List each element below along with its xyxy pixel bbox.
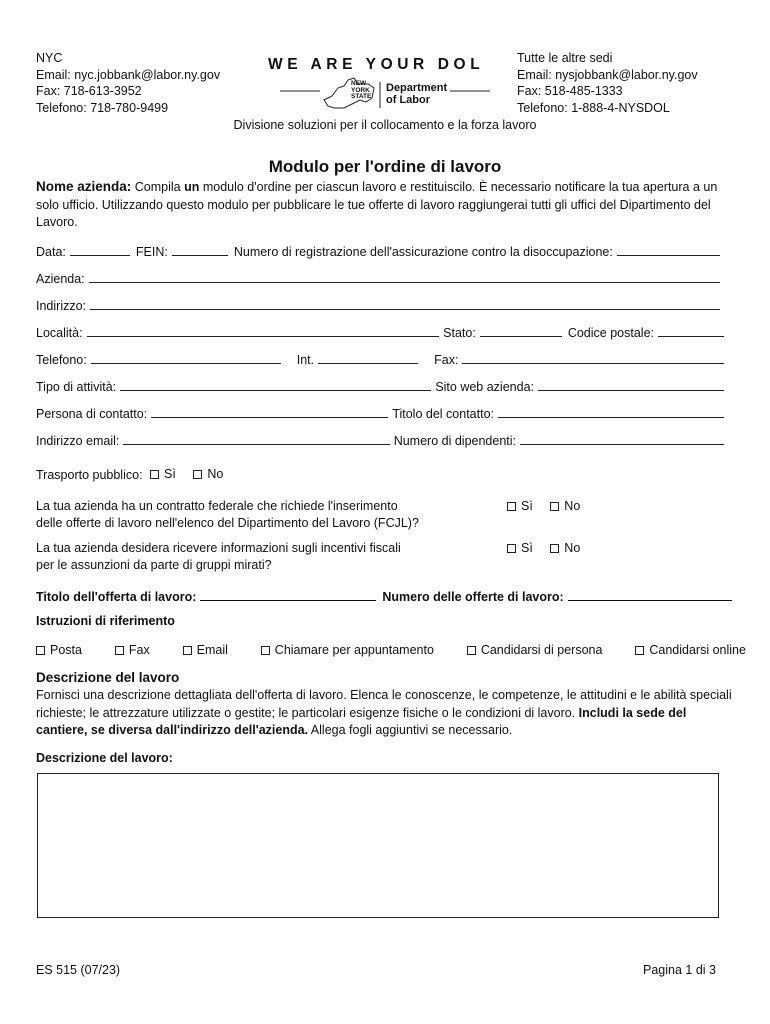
- state-field[interactable]: [480, 326, 562, 337]
- contact-person-label: Persona di contatto:: [36, 407, 148, 421]
- referral-online-label: Candidarsi online: [649, 643, 746, 657]
- referral-call-label: Chiamare per appuntamento: [274, 643, 434, 657]
- checkbox-icon[interactable]: [507, 544, 516, 553]
- fcjl-yes[interactable]: [507, 498, 533, 515]
- row-public-transport: [36, 466, 237, 484]
- referral-mail-label: Posta: [50, 643, 82, 657]
- row-azienda: [36, 272, 724, 286]
- employees-field[interactable]: [520, 434, 724, 445]
- referral-fax-label: Fax: [128, 643, 150, 657]
- logo-tagline: WE ARE YOUR DOL: [268, 56, 485, 73]
- email-label: Indirizzo email:: [36, 434, 120, 448]
- registration-label: Numero di registrazione dell'assicurazione contro la disoccupazione:: [233, 245, 613, 259]
- description-textarea[interactable]: [37, 773, 719, 918]
- job-title-field[interactable]: [200, 590, 376, 601]
- fcjl-line1: La tua azienda ha un contratto federale che richiede l'inserimento: [36, 499, 398, 513]
- job-title-label: Titolo dell'offerta di lavoro:: [36, 590, 197, 604]
- date-label: Data:: [36, 245, 66, 259]
- incentives-yes-label: Sì: [521, 541, 533, 555]
- description-title: Descrizione del lavoro: [36, 670, 180, 685]
- incentives-no[interactable]: [550, 540, 580, 557]
- referral-in-person-label: Candidarsi di persona: [480, 643, 603, 657]
- logo-dept-line2: of Labor: [386, 94, 430, 106]
- description-text-2: Allega fogli aggiuntivi se necessario.: [308, 723, 513, 737]
- date-field[interactable]: [70, 245, 130, 256]
- zip-label: Codice postale:: [567, 326, 654, 340]
- referral-in-person[interactable]: [467, 642, 603, 659]
- business-type-label: Tipo di attività:: [36, 380, 117, 394]
- referral-title: Istruzioni di riferimento: [36, 614, 175, 628]
- referral-fax[interactable]: [115, 642, 150, 659]
- incentives-yes[interactable]: [507, 540, 533, 557]
- incentives-line1: La tua azienda desidera ricevere informazioni sugli incentivi fiscali: [36, 541, 401, 555]
- contact-title-field[interactable]: [498, 407, 724, 418]
- row-email: [36, 434, 724, 448]
- checkbox-icon[interactable]: [507, 502, 516, 511]
- email-field[interactable]: [123, 434, 389, 445]
- incentives-options: [507, 540, 594, 558]
- question-fcjl: [36, 498, 419, 532]
- ext-label: Int.: [296, 353, 315, 367]
- intro-emphasis: un: [184, 180, 200, 194]
- other-offices-email: Email: nysjobbank@labor.ny.gov: [517, 67, 698, 82]
- fcjl-no[interactable]: [550, 498, 580, 515]
- other-offices-fax: Fax: 518-485-1333: [517, 84, 623, 98]
- public-transport-yes-label: Sì: [164, 467, 176, 481]
- intro-text-2: modulo d'ordine per ciascun lavoro e restituiscilo. È necessario notificare la tua apertura a un solo ufficio. Utilizzando questo modulo per pubblicare le tue offerte di lavoro raggiungerai tutti gli uffici del Dipartimento del Lavoro.: [36, 180, 718, 229]
- form-title: Modulo per l'ordine di lavoro: [268, 157, 502, 176]
- fein-label: FEIN:: [135, 245, 168, 259]
- fein-field[interactable]: [172, 245, 228, 256]
- public-transport-no[interactable]: [193, 466, 223, 483]
- zip-field[interactable]: [658, 326, 724, 337]
- incentives-no-label: No: [564, 541, 581, 555]
- company-label: Azienda:: [36, 272, 85, 286]
- referral-mail[interactable]: [36, 642, 82, 659]
- incentives-line2: per le assunzioni da parte di gruppi mirati?: [36, 558, 272, 572]
- referral-email-label: Email: [196, 643, 228, 657]
- checkbox-icon[interactable]: [36, 646, 45, 655]
- other-offices-contact-block: [517, 50, 698, 116]
- nyc-contact-block: [36, 50, 220, 116]
- address-label: Indirizzo:: [36, 299, 87, 313]
- page-number: Pagina 1 di 3: [643, 963, 716, 977]
- question-incentives: [36, 540, 401, 574]
- checkbox-icon[interactable]: [635, 646, 644, 655]
- description-instructions: [36, 687, 736, 740]
- checkbox-icon[interactable]: [550, 502, 559, 511]
- checkbox-icon[interactable]: [193, 470, 202, 479]
- row-localita: [36, 326, 724, 340]
- contact-person-field[interactable]: [151, 407, 388, 418]
- city-field[interactable]: [87, 326, 440, 337]
- registration-field[interactable]: [617, 245, 720, 256]
- checkbox-icon[interactable]: [150, 470, 159, 479]
- nyc-fax: Fax: 718-613-3952: [36, 84, 142, 98]
- intro-lead: Nome azienda:: [36, 179, 132, 194]
- form-code: ES 515 (07/23): [36, 963, 121, 977]
- fcjl-yes-label: Sì: [521, 499, 533, 513]
- website-field[interactable]: [538, 380, 724, 391]
- logo-state: STATE: [351, 93, 372, 100]
- checkbox-icon[interactable]: [115, 646, 124, 655]
- fcjl-line2: delle offerte di lavoro nell'elenco del Dipartimento del Lavoro (FCJL)?: [36, 516, 419, 530]
- fax-label: Fax:: [434, 353, 459, 367]
- business-type-field[interactable]: [120, 380, 431, 391]
- referral-call[interactable]: [261, 642, 434, 659]
- website-label: Sito web azienda:: [435, 380, 534, 394]
- other-offices-label: Tutte le altre sedi: [517, 51, 613, 65]
- logo-department: [386, 82, 447, 106]
- fcjl-no-label: No: [564, 499, 581, 513]
- logo-york: YORK: [351, 86, 370, 94]
- phone-field[interactable]: [91, 353, 281, 364]
- row-telefono: [36, 353, 724, 367]
- row-contatto: [36, 407, 724, 421]
- nyc-phone: Telefono: 718-780-9499: [36, 100, 169, 115]
- fcjl-options: [507, 498, 594, 516]
- logo-dept-line1: Department: [386, 82, 448, 94]
- nyc-email: Email: nyc.jobbank@labor.ny.gov: [36, 67, 221, 82]
- referral-options: [36, 642, 746, 659]
- public-transport-no-label: No: [207, 467, 224, 481]
- employees-label: Numero di dipendenti:: [393, 434, 516, 448]
- job-openings-label: Numero delle offerte di lavoro:: [382, 590, 564, 604]
- referral-email[interactable]: [183, 642, 228, 659]
- city-label: Località:: [36, 326, 83, 340]
- row-indirizzo: [36, 299, 724, 313]
- address-field[interactable]: [90, 299, 720, 310]
- intro-text-1: Compila: [131, 180, 185, 194]
- checkbox-icon[interactable]: [261, 646, 270, 655]
- state-emblem-icon: [262, 48, 507, 116]
- job-openings-field[interactable]: [568, 590, 732, 601]
- public-transport-label: Trasporto pubblico:: [36, 468, 143, 482]
- ext-field[interactable]: [318, 353, 418, 364]
- row-job-title: [36, 590, 732, 604]
- fax-field[interactable]: [462, 353, 724, 364]
- other-offices-phone: Telefono: 1-888-4-NYSDOL: [517, 100, 670, 115]
- description-box-label: Descrizione del lavoro:: [36, 751, 173, 765]
- phone-label: Telefono:: [36, 353, 87, 367]
- description-text-1: Fornisci una descrizione dettagliata dell'offerta di lavoro. Elenca le conoscenze, le competenze, le attitudini e le abilità speciali richieste; le attrezzature utilizzate o gestite; le particolari esigenze fisiche o le condizioni di lavoro.: [36, 688, 732, 720]
- logo-state-text: [351, 81, 371, 101]
- referral-online[interactable]: [635, 642, 746, 659]
- nyc-label: NYC: [36, 51, 63, 65]
- checkbox-icon[interactable]: [550, 544, 559, 553]
- state-label: Stato:: [443, 326, 476, 340]
- dol-logo: [262, 48, 507, 116]
- checkbox-icon[interactable]: [183, 646, 192, 655]
- form-intro: [36, 178, 736, 232]
- division-name: Divisione soluzioni per il collocamento e la forza lavoro: [233, 118, 537, 132]
- row-tipo-attivita: [36, 380, 724, 394]
- contact-title-label: Titolo del contatto:: [392, 407, 494, 421]
- public-transport-yes[interactable]: [150, 466, 176, 483]
- company-field[interactable]: [89, 272, 720, 283]
- row-data-fein: [36, 245, 724, 259]
- checkbox-icon[interactable]: [467, 646, 476, 655]
- description-bold: Includi la sede del cantiere, se diversa dall'indirizzo dell'azienda.: [36, 705, 687, 737]
- logo-new: NEW: [351, 80, 367, 87]
